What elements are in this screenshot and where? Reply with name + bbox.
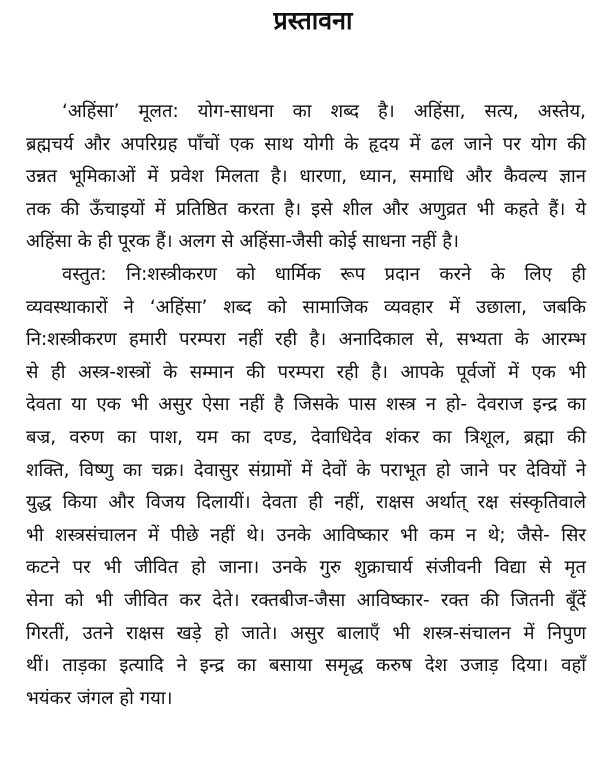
text-line: नि:शस्त्रीकरण हमारी परम्परा नहीं रही है। अनादिकाल से, सभ्यता के आरम्भ <box>26 329 586 351</box>
text-line: अहिंसा के ही पूरक हैं। अलग से अहिंसा-जैसी कोई साधना नहीं है। <box>26 231 459 253</box>
text-line: देवता या एक भी असुर ऐसा नहीं है जिसके पास शस्त्र न हो- देवराज इन्द्र का <box>26 394 586 416</box>
text-line: वस्तुत: नि:शस्त्रीकरण को धार्मिक रूप प्रदान करने के लिए ही <box>62 263 586 285</box>
text-line: भी शस्त्रसंचालन में पीछे नहीं थे। उनके आविष्कार भी कम न थे; जैसे- सिर <box>26 524 586 546</box>
body-text <box>26 96 586 715</box>
text-line: सेना को भी जीवित कर देते। रक्तबीज-जैसा आविष्कार- रक्त की जितनी बूँदें <box>26 589 586 611</box>
text-line: तक की ऊँचाइयों में प्रतिष्ठित करता है। इसे शील और अणुव्रत भी कहते हैं। ये <box>26 198 586 220</box>
document-page <box>0 4 600 781</box>
paragraph-1 <box>26 96 586 259</box>
text-line: ‘अहिंसा’ मूलत: योग-साधना का शब्द है। अहिंसा, सत्य, अस्तेय, <box>62 101 586 122</box>
text-line: भयंकर जंगल हो गया। <box>26 687 173 709</box>
paragraph-2 <box>26 259 586 715</box>
text-line: शक्ति, विष्णु का चक्र। देवासुर संग्रामों में देवों के पराभूत हो जाने पर देवियों ने <box>26 459 586 481</box>
text-line: कटने पर भी जीवित हो जाना। उनके गुरु शुक्राचार्य संजीवनी विद्या से मृत <box>26 557 586 579</box>
text-line: ब्रह्मचर्य और अपरिग्रह पाँचों एक साथ योगी के हृदय में ढल जाने पर योग की <box>26 133 586 155</box>
text-line: व्यवस्थाकारों ने ‘अहिंसा’ शब्द को सामाजिक व्यवहार में उछाला, जबकि <box>26 296 586 318</box>
text-line: गिरतीं, उतने राक्षस खड़े हो जाते। असुर बालाएँ भी शस्त्र-संचालन में निपुण <box>26 622 586 644</box>
text-line: युद्ध किया और विजय दिलायीं। देवता ही नहीं, राक्षस अर्थात् रक्ष संस्कृतिवाले <box>26 492 586 514</box>
page-title: प्रस्तावना <box>273 6 353 35</box>
text-line: थीं। ताड़का इत्यादि ने इन्द्र का बसाया समृद्ध करुष देश उजाड़ दिया। वहाँ <box>26 655 586 677</box>
text-line: बज्र, वरुण का पाश, यम का दण्ड, देवाधिदेव शंकर का त्रिशूल, ब्रह्मा की <box>26 426 586 448</box>
text-line: से ही अस्त्र-शस्त्रों के सम्मान की परम्परा रही है। आपके पूर्वजों में एक भी <box>26 361 586 383</box>
text-line: उन्नत भूमिकाओं में प्रवेश मिलता है। धारणा, ध्यान, समाधि और कैवल्य ज्ञान <box>26 166 586 188</box>
